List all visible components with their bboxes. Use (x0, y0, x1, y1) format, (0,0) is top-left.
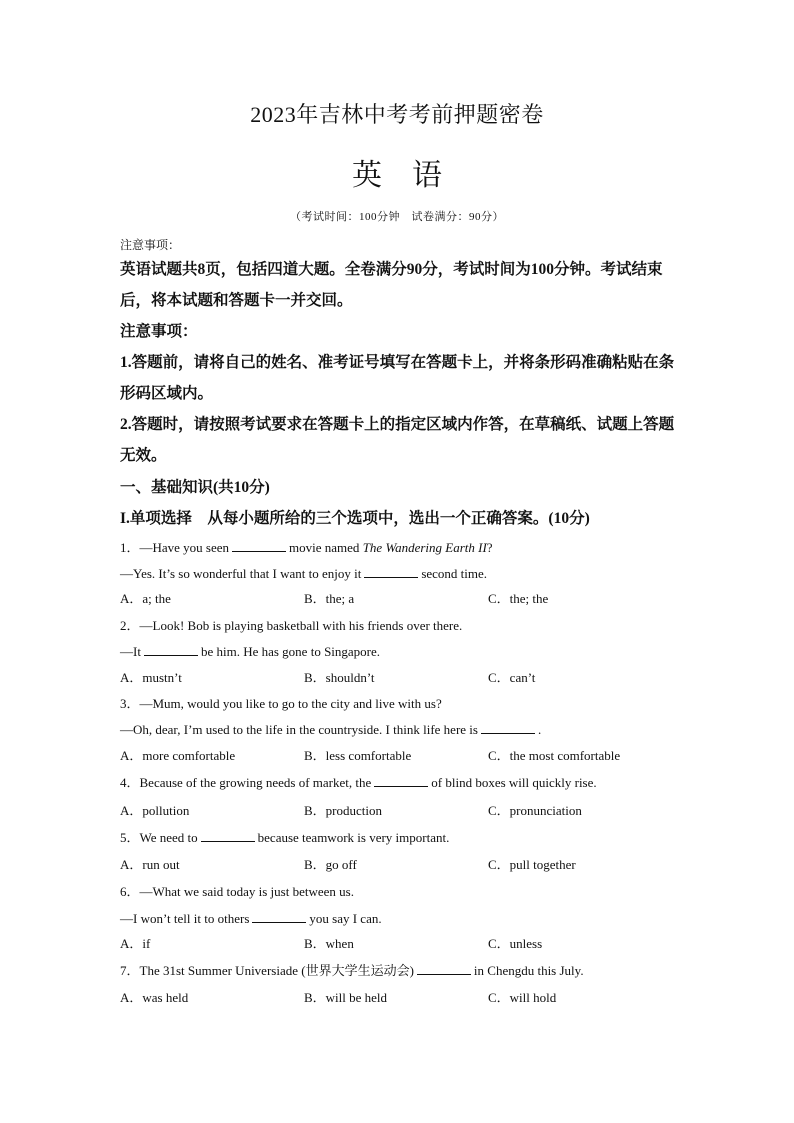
option-a[interactable]: A．was held (120, 990, 189, 1005)
question-6-line-1: 6．—What we said today is just between us. (120, 884, 354, 899)
option-c[interactable]: C．unless (488, 936, 543, 951)
question-5-line-1: 5．We need to because teamwork is very important. (120, 825, 700, 851)
option-a[interactable]: A．if (120, 936, 151, 951)
notice-item-1: 1.答题前，请将自己的姓名、准考证号填写在答题卡上，并将条形码准确粘贴在条形码区域内。 (120, 354, 675, 402)
question-7-line-1: 7．The 31st Summer Universiade (世界大学生运动会) in Chengdu this July. (120, 958, 700, 984)
question-4-line-1: 4．Because of the growing needs of market, the of blind boxes will quickly rise. (120, 770, 700, 796)
exam-info: （考试时间：100分钟 试卷满分：90分） (290, 211, 504, 223)
option-c[interactable]: C．can’t (488, 670, 536, 685)
option-c[interactable]: C．pull together (488, 857, 576, 872)
option-b[interactable]: B．the; a (304, 591, 355, 606)
question-2-line-1: 2．—Look! Bob is playing basketball with his friends over there. (120, 618, 463, 633)
option-b[interactable]: B．less comfortable (304, 748, 412, 763)
question-2-line-2: —It be him. He has gone to Singapore. (120, 639, 700, 665)
option-c[interactable]: C．pronunciation (488, 803, 582, 818)
option-b[interactable]: B．production (304, 803, 382, 818)
option-c[interactable]: C．the most comfortable (488, 748, 621, 763)
question-3-line-2: —Oh, dear, I’m used to the life in the countryside. I think life here is . (120, 717, 700, 743)
option-c[interactable]: C．will hold (488, 990, 557, 1005)
option-a[interactable]: A．pollution (120, 803, 190, 818)
option-b[interactable]: B．shouldn’t (304, 670, 375, 685)
notice-intro: 英语试题共8页，包括四道大题。全卷满分90分，考试时间为100分钟。考试结束后，将本试题和答题卡一并交回。 (120, 261, 663, 309)
question-6-line-2: —I won’t tell it to others you say I can. (120, 906, 700, 932)
answer-blank (481, 719, 535, 734)
notice-item-2: 2.答题时，请按照考试要求在答题卡上的指定区域内作答，在草稿纸、试题上答题无效。 (120, 416, 675, 464)
option-b[interactable]: B．will be held (304, 990, 388, 1005)
option-b[interactable]: B．when (304, 936, 354, 951)
option-a[interactable]: A．mustn’t (120, 670, 182, 685)
notice-label: 注意事项： (120, 238, 181, 252)
section-heading-part1: 一、基础知识(共10分) (120, 479, 270, 496)
answer-blank (232, 537, 286, 552)
question-1-line-1: 1．—Have you seen movie named The Wandering Earth II? (120, 535, 700, 561)
option-c[interactable]: C．the; the (488, 591, 549, 606)
question-3-line-1: 3．—Mum, would you like to go to the city and live with us? (120, 696, 442, 711)
option-a[interactable]: A．run out (120, 857, 180, 872)
option-a[interactable]: A．more comfortable (120, 748, 236, 763)
option-b[interactable]: B．go off (304, 857, 357, 872)
answer-blank (374, 772, 428, 787)
question-1-line-2: —Yes. It’s so wonderful that I want to enjoy it second time. (120, 561, 700, 587)
subject-heading: 英语 (352, 159, 472, 192)
answer-blank (364, 563, 418, 578)
section-heading-single-choice: I.单项选择 从每小题所给的三个选项中，选出一个正确答案。(10分) (120, 510, 590, 527)
answer-blank (417, 960, 471, 975)
page-title: 2023年吉林中考考前押题密卷 (250, 102, 544, 127)
option-a[interactable]: A．a; the (120, 591, 171, 606)
answer-blank (144, 641, 198, 656)
notice-heading: 注意事项： (120, 323, 198, 340)
answer-blank (252, 908, 306, 923)
answer-blank (201, 827, 255, 842)
